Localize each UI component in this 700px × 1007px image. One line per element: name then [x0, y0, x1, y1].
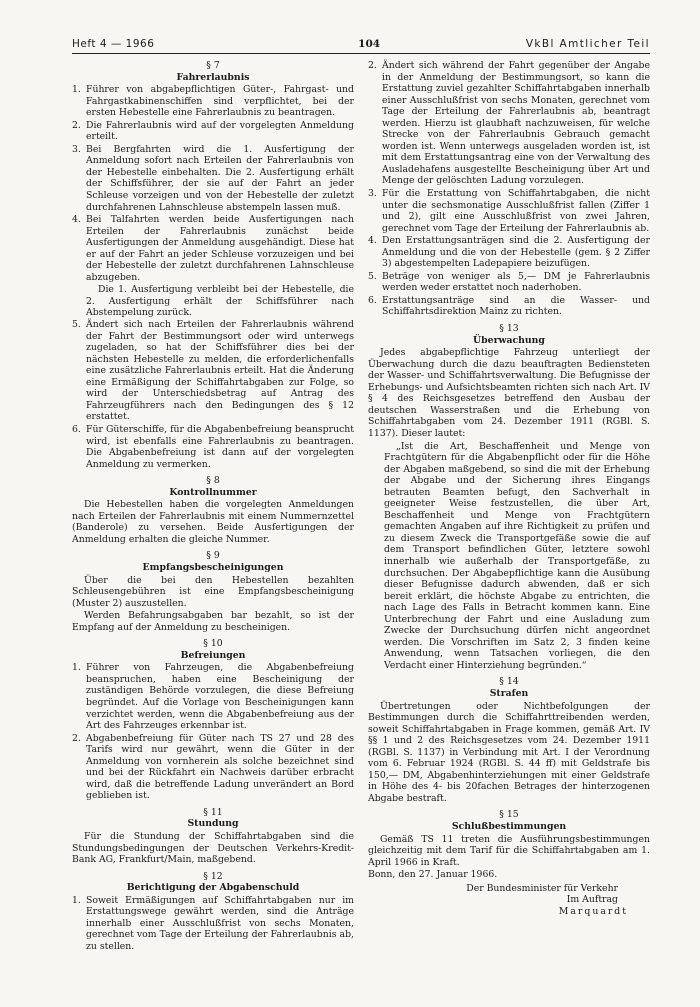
page-header: [72, 38, 650, 54]
page-number: 104: [358, 38, 381, 50]
section-7-title: Fahrerlaubnis: [176, 71, 250, 83]
list-item: 2. Die Fahrerlaubnis wird auf der vorgelegten Anmeldung erteilt.: [72, 119, 354, 143]
section-10-title: Befreiungen: [180, 649, 246, 661]
section-13-number: § 13: [499, 323, 519, 335]
list-item: 5. Ändert sich nach Erteilen der Fahrerlaubnis während der Fahrt der Bestimmungsort oder wird unterwegs zugeladen, so hat der Schiffsführer dies bei der nächsten Hebestelle zu melden, die erforderlichenfalls eine zusätzliche Fahrerlaubnis erteilt. Hat die Änderung eine Ermäßigung der Schiffahrtabgaben zur Folge, so wird der Unterschiedsbetrag auf Antrag des Fahrzeugführers nach den Bedingungen des § 12 erstattet.: [72, 319, 354, 423]
section-9-paragraph-1: Über die bei den Hebestellen bezahlten Schleusengebühren ist eine Empfangsbescheinigung (Muster 2) auszustellen.: [72, 574, 354, 609]
right-column: [368, 60, 650, 953]
section-10-number: § 10: [203, 638, 223, 650]
issue-label: Heft 4 — 1966: [72, 38, 155, 50]
list-item: 4. Bei Talfahrten werden beide Ausfertigungen nach Erteilen der Fahrerlaubnis zunächst beide Ausfertigungen der Anmeldung ausgehändigt. Diese hat er auf der Fahrt an jeder Schleuse vorzuzeigen und bei der Hebestelle der zuletzt durchfahrenen Lahnschleuse abzugeben.: [72, 214, 354, 283]
section-9-number: § 9: [206, 550, 220, 562]
section-12-number: § 12: [203, 870, 223, 882]
section-12-list-continued: [368, 60, 650, 318]
section-10-list: [72, 662, 354, 802]
signature-name: Marquardt: [558, 905, 628, 917]
list-item: 1. Führer von Fahrzeugen, die Abgabenbefreiung beanspruchen, haben eine Bescheinigung der zuständigen Behörde vorzulegen, die diese Befreiung begründet. Auf die Vorlage von Bescheinigungen kann verzichtet werden, wenn die Abgabenbefreiung aus der Art des Fahrzeuges erkennbar ist.: [72, 662, 354, 732]
section-9-paragraph-2: Werden Befahrungsabgaben bar bezahlt, so ist der Empfang auf der Anmeldung zu bescheinigen.: [72, 610, 354, 633]
section-13-text: Jedes abgabepflichtige Fahrzeug unterliegt der Überwachung durch die dazu beauftragten Bediensteten der Wasser- und Schiffahrtsverwaltung. Die Befugnisse der Erhebungs- und Aufsichtsbeamten richten sich nach Art. IV § 4 des Reichsgesetzes betreffend den Ausbau der deutschen Wasserstraßen und die Erhebung von Schiffahrtabgaben vom 24. Dezember 1911 (RGBl. S. 1137). Dieser lautet:: [368, 347, 650, 439]
section-15-title: Schlußbestimmungen: [451, 821, 567, 832]
list-item: 3. Für die Erstattung von Schiffahrtabgaben, die nicht unter die sechsmonatige Ausschlußfrist fallen (Ziffer 1 und 2), gilt eine Ausschlußfrist von zwei Jahren, gerechnet vom Tage der Erteilung der Fahrerlaubnis ab.: [368, 188, 650, 234]
section-14-text: Übertretungen oder Nichtbefolgungen der Bestimmungen durch die Schiffahrttreibenden werden, soweit Schiffahrtabgaben in Frage kommen, gemäß Art. IV §§ 1 und 2 des Reichsgesetzes vom 24. Dezember 1911 (RGBl. S. 1137) in Verbindung mit Art. I der Verordnung vom 6. Februar 1924 (RGBl. S. 44 ff) mit Geldstrafe bis 150,— DM, Abgabenhinterziehungen mit einer Geldstrafe in Höhe des 4- bis 20fachen Betrages der hinterzogenen Abgabe bestraft.: [368, 700, 650, 804]
section-13-title: Überwachung: [473, 334, 545, 346]
section-13-quotation: „Ist die Art, Beschaffenheit und Menge von Frachtgütern für die Abgabenpflicht oder für die Höhe der Abgaben maßgebend, so sind die mit der Erhebung der Abgabe und der Sicherung ihres Eingangs betrauten Beamten befugt, den Sachverhalt in geeigneter Weise festzustellen, die über Art, Beschaffenheit und Menge von Frachtgütern gemachten Angaben auf ihre Richtigkeit zu prüfen und zu diesem Zweck die Transportgefäße sowie die auf dem Transport befindlichen Güter, letztere sowohl innerhalb wie außerhalb der Transportgefäße, zu durchsuchen. Der Abgabepflichtige kann die Ausübung dieser Befugnisse dadurch abwenden, daß er sich bereit erklärt, die höchste Abgabe zu entrichten, die nach Lage des Falls in Betracht kommen kann. Eine Unterbrechung der Fahrt und eine Ausladung zum Zwecke der Durchsuchung dürfen nicht angeordnet werden. Die Vorschriften im Satz 2, 3 finden keine Anwendung, wenn Tatsachen vorliegen, die den Verdacht einer Hinterziehung begründen.“: [384, 440, 650, 671]
list-item: 4. Den Erstattungsanträgen sind die 2. Ausfertigung der Anmeldung und die von der Hebestelle (gem. § 2 Ziffer 3) abgestempelten Ladepapiere beizufügen.: [368, 235, 650, 270]
list-item: 6. Erstattungsanträge sind an die Wasser- und Schiffahrtsdirektion Mainz zu richten.: [368, 294, 650, 318]
section-8-text: Die Hebestellen haben die vorgelegten Anmeldungen nach Erteilen der Fahrerlaubnis mit einem Nummernzettel (Banderole) zu versehen. Beide Ausfertigungen der Anmeldung erhalten die gleiche Nummer.: [72, 499, 354, 545]
list-item: 1. Führer von abgabepflichtigen Güter-, Fahrgast- und Fahrgastkabinenschiffen sind verpflichtet, bei der ersten Hebestelle eine Fahrerlaubnis zu beantragen.: [72, 84, 354, 119]
section-14-title: Strafen: [489, 687, 529, 699]
date-line: Bonn, den 27. Januar 1966.: [368, 869, 498, 881]
list-item: 3. Bei Bergfahrten wird die 1. Ausfertigung der Anmeldung sofort nach Erteilen der Fahrerlaubnis von der Hebestelle einbehalten. Die 2. Ausfertigung erhält der Schiffsführer, der sie auf der Fahrt an jeder Schleuse vorzeigen und von der Hebestelle der zuletzt durchfahrenen Lahnschleuse abstempeln lassen muß.: [72, 143, 354, 213]
section-9-title: Empfangsbescheinigungen: [142, 561, 284, 573]
section-15-text: Gemäß TS 11 treten die Ausführungsbestimmungen gleichzeitig mit dem Tarif für die Schiffahrtabgaben am 1. April 1966 in Kraft.: [368, 833, 650, 868]
section-7-list-continued: [72, 319, 354, 470]
section-11-text: Für die Stundung der Schiffahrtabgaben sind die Stundungsbedingungen der Deutschen Verkehrs-Kredit-Bank AG, Frankfurt/Main, maßgebend.: [72, 831, 354, 866]
list-item: 2. Ändert sich während der Fahrt gegenüber der Angabe in der Anmeldung der Bestimmungsort, so kann die Erstattung zuviel gezahlter Schiffahrtabgaben innerhalb einer Ausschlußfrist von sechs Monaten, gerechnet vom Tage der Erteilung der Fahrerlaubnis ab, beantragt werden. Hierzu ist glaubhaft nachzuweisen, für welche Strecke von der Fahrerlaubnis Gebrauch gemacht worden ist. Wenn unterwegs ausgeladen worden ist, ist mit dem Erstattungsantrag eine von der Verwaltung des Ausladehafens ausgestellte Bescheinigung über Art und Menge der gelöschten Ladung vorzulegen.: [368, 60, 650, 187]
signature-on-behalf: Im Auftrag: [566, 894, 618, 906]
section-7-item-4-subparagraph: Die 1. Ausfertigung verbleibt bei der Hebestelle, die 2. Ausfertigung erhält der Schiffsführer nach Abstempelung zurück.: [86, 284, 354, 319]
section-11-number: § 11: [203, 806, 223, 818]
two-column-body: [72, 60, 650, 953]
signature-authority: Der Bundesminister für Verkehr: [466, 882, 618, 894]
list-item: 1. Soweit Ermäßigungen auf Schiffahrtabgaben nur im Erstattungswege gewährt werden, sind die Anträge innerhalb einer Ausschlußfrist von sechs Monaten, gerechnet vom Tage der Erteilung der Fahrerlaubnis ab, zu stellen.: [72, 894, 354, 952]
section-8-number: § 8: [206, 475, 220, 487]
left-column: [72, 60, 354, 953]
journal-title: VkBl Amtlicher Teil: [525, 38, 650, 50]
section-14-number: § 14: [499, 676, 519, 688]
list-item: 2. Abgabenbefreiung für Güter nach TS 27 und 28 des Tarifs wird nur gewährt, wenn die Güter in der Anmeldung von vornherein als solche bezeichnet sind und bei der Rückfahrt ein Nachweis darüber erbracht wird, daß die betreffende Ladung unverändert an Bord geblieben ist.: [72, 732, 354, 802]
section-7-number: § 7: [206, 60, 220, 71]
list-item: 5. Beträge von weniger als 5,— DM je Fahrerlaubnis werden weder erstattet noch naderhoben.: [368, 270, 650, 294]
section-12-title: Berichtigung der Abgabenschuld: [126, 882, 300, 894]
list-item: 6. Für Güterschiffe, für die Abgabenbefreiung beansprucht wird, ist ebenfalls eine Fahrerlaubnis zu beantragen. Die Abgabenbefreiung ist dann auf der vorgelegten Anmeldung zu vermerken.: [72, 423, 354, 470]
section-11-title: Stundung: [187, 818, 239, 830]
signature-block: [368, 883, 650, 918]
section-7-list: [72, 84, 354, 283]
section-8-title: Kontrollnummer: [169, 486, 257, 498]
section-12-list: [72, 895, 354, 953]
section-15-number: § 15: [499, 809, 519, 821]
